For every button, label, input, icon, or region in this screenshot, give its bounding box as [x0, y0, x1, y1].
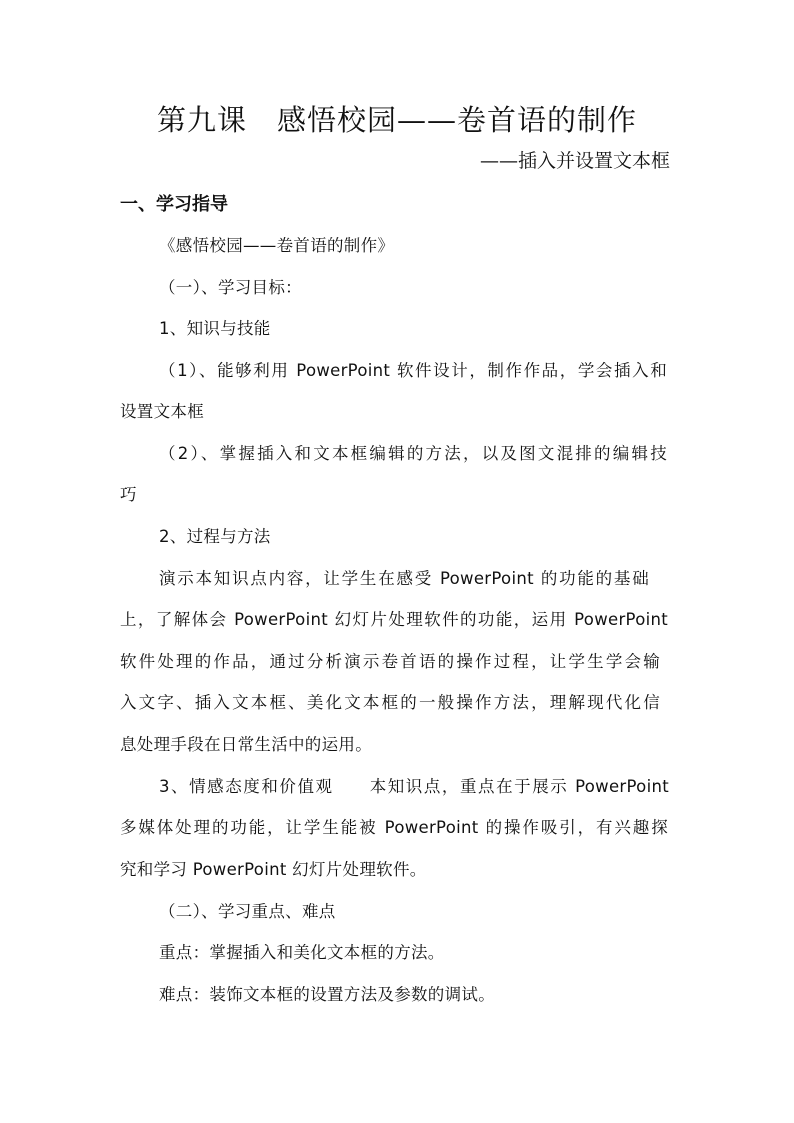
item2-line2: 巧 — [120, 485, 137, 504]
item2-line1: （2）、掌握插入和文本框编辑的方法，以及图文混排的编辑技 — [159, 444, 667, 463]
page-title: 第九课 感悟校园——卷首语的制作 — [156, 103, 637, 137]
attitude-line2: 多媒体处理的功能，让学生能被 PowerPoint 的操作吸引，有兴趣探 — [120, 818, 668, 837]
process-line2: 上，了解体会 PowerPoint 幻灯片处理软件的功能，运用 PowerPoint — [120, 610, 668, 629]
attitude-line1: 3、情感态度和价值观 本知识点，重点在于展示 PowerPoint — [159, 777, 669, 796]
difficult-point: 难点：装饰文本框的设置方法及参数的调试。 — [159, 985, 495, 1004]
process-line4: 入文字、插入文本框、美化文本框的一般操作方法，理解现代化信 — [120, 693, 660, 712]
section-heading: 一、学习指导 — [120, 194, 228, 215]
item1-line1: （1）、能够利用 PowerPoint 软件设计，制作作品，学会插入和 — [159, 361, 667, 380]
attitude-line3: 究和学习 PowerPoint 幻灯片处理软件。 — [120, 860, 427, 879]
page-subtitle: ——插入并设置文本框 — [479, 150, 670, 172]
item1-line2: 设置文本框 — [120, 402, 204, 421]
goals-heading: （一）、学习目标： — [159, 278, 302, 297]
key-point: 重点：掌握插入和美化文本框的方法。 — [159, 943, 445, 962]
book-title: 《感悟校园——卷首语的制作》 — [159, 236, 395, 255]
process-heading: 2、过程与方法 — [159, 527, 271, 546]
process-line3: 软件处理的作品，通过分析演示卷首语的操作过程，让学生学会输 — [120, 652, 660, 671]
key-heading: （二）、学习重点、难点 — [159, 902, 336, 921]
process-line5: 息处理手段在日常生活中的运用。 — [120, 735, 372, 754]
knowledge-heading: 1、知识与技能 — [159, 319, 271, 338]
process-line1: 演示本知识点内容，让学生在感受 PowerPoint 的功能的基础 — [159, 569, 649, 588]
